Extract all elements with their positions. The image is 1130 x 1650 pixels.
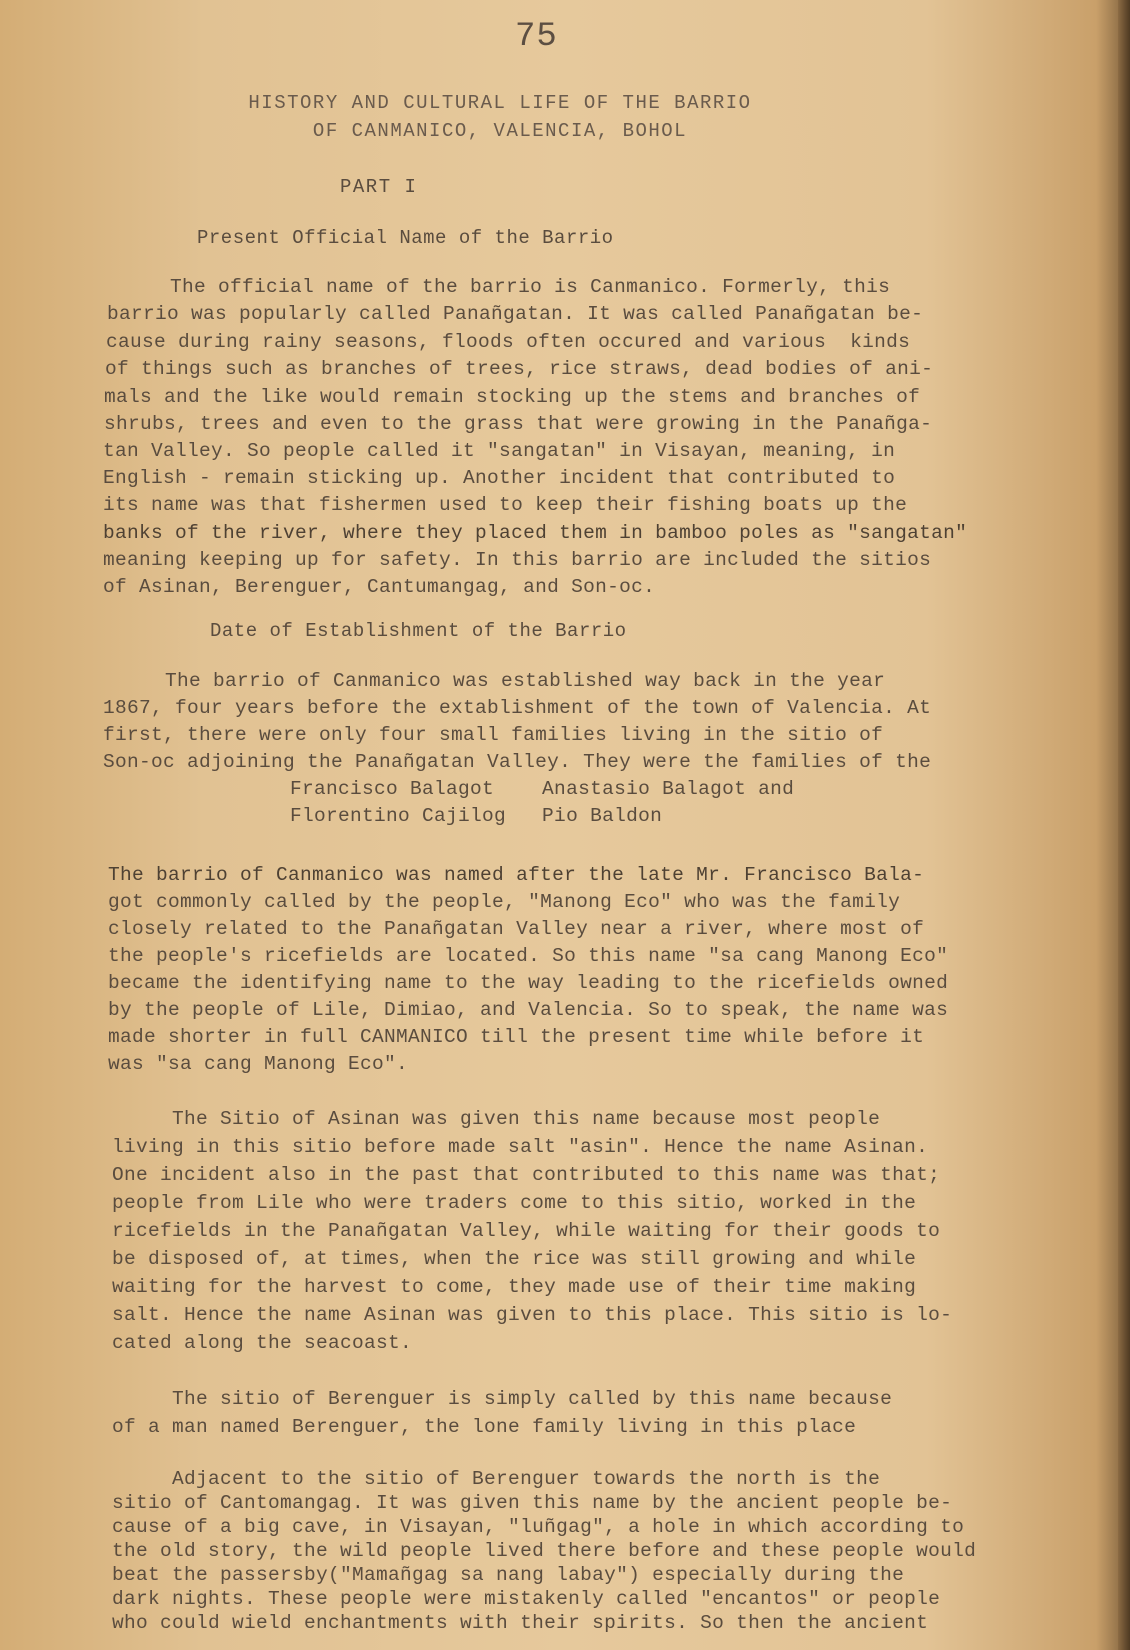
- text-line: living in this sitio before made salt "asin". Hence the name Asinan.: [112, 1136, 929, 1158]
- text-line: made shorter in full CANMANICO till the present time while before it: [108, 1026, 925, 1048]
- text-line: Francisco Balagot Anastasio Balagot and: [158, 778, 795, 800]
- text-line: The Sitio of Asinan was given this name because most people: [112, 1108, 881, 1130]
- text-line: ricefields in the Panañgatan Valley, while waiting for their goods to: [112, 1220, 941, 1242]
- text-line: salt. Hence the name Asinan was given to this place. This sitio is lo-: [112, 1304, 953, 1326]
- text-line: of a man named Berenguer, the lone family living in this place: [112, 1416, 857, 1438]
- document-title-line-1: HISTORY AND CULTURAL LIFE OF THE BARRIO: [248, 92, 752, 114]
- text-line: closely related to the Panañgatan Valley near a river, where most of: [108, 918, 925, 940]
- text-line: Adjacent to the sitio of Berenguer towards the north is the: [112, 1468, 881, 1490]
- text-line: of Asinan, Berenguer, Cantumangag, and Son-oc.: [103, 576, 656, 598]
- page-binding-edge: [1118, 0, 1130, 1650]
- text-line: sitio of Cantomangag. It was given this name by the ancient people be-: [112, 1492, 953, 1514]
- text-line: its name was that fishermen used to keep their fishing boats up the: [103, 494, 908, 516]
- text-line: beat the passersby("Mamañgag sa nang labay") especially during the: [112, 1564, 905, 1586]
- text-line: The sitio of Berenguer is simply called by this name because: [112, 1388, 893, 1410]
- text-line: The barrio of Canmanico was established way back in the year: [105, 670, 886, 692]
- document-title-line-2: OF CANMANICO, VALENCIA, BOHOL: [312, 120, 688, 142]
- text-line: Son-oc adjoining the Panañgatan Valley. They were the families of the: [103, 751, 932, 773]
- text-line: by the people of Lile, Dimiao, and Valencia. So to speak, the name was: [108, 999, 949, 1021]
- text-line: meaning keeping up for safety. In this barrio are included the sitios: [103, 549, 932, 571]
- text-line: cause of a big cave, in Visayan, "luñgag", a hole in which according to: [112, 1516, 965, 1538]
- text-line: English - remain sticking up. Another incident that contributed to: [103, 467, 896, 489]
- text-line: Florentino Cajilog Pio Baldon: [158, 805, 663, 827]
- text-line: of things such as branches of trees, rice straws, dead bodies of ani-: [105, 358, 934, 380]
- text-line: the old story, the wild people lived there before and these people would: [112, 1540, 977, 1562]
- text-line: tan Valley. So people called it "sangatan" in Visayan, meaning, in: [103, 440, 896, 462]
- text-line: mals and the like would remain stocking up the stems and branches of: [104, 386, 921, 408]
- page-number: 75: [515, 18, 558, 56]
- text-line: got commonly called by the people, "Manong Eco" who was the family: [108, 891, 901, 913]
- section-heading-date-establishment: Date of Establishment of the Barrio: [210, 620, 627, 642]
- section-heading-official-name: Present Official Name of the Barrio: [197, 227, 614, 249]
- part-heading: PART I: [340, 176, 418, 198]
- text-line: first, there were only four small families living in the sitio of: [103, 724, 884, 746]
- text-line: cated along the seacoast.: [112, 1332, 413, 1354]
- text-line: people from Lile who were traders come to this sitio, worked in the: [112, 1192, 917, 1214]
- text-line: dark nights. These people were mistakenly called "encantos" or people: [112, 1588, 941, 1610]
- text-line: cause during rainy seasons, floods often occured and various kinds: [106, 331, 911, 353]
- text-line: The official name of the barrio is Canmanico. Formerly, this: [110, 276, 891, 298]
- text-line: the people's ricefields are located. So this name "sa cang Manong Eco": [108, 945, 949, 967]
- text-line: who could wield enchantments with their spirits. So then the ancient: [112, 1612, 929, 1634]
- text-line: be disposed of, at times, when the rice was still growing and while: [112, 1248, 917, 1270]
- text-line: The barrio of Canmanico was named after the late Mr. Francisco Bala-: [108, 864, 925, 886]
- text-line: banks of the river, where they placed them in bamboo poles as "sangatan": [103, 522, 968, 544]
- text-line: shrubs, trees and even to the grass that were growing in the Panañga-: [104, 413, 933, 435]
- text-line: barrio was popularly called Panañgatan. It was called Panañgatan be-: [107, 303, 924, 325]
- text-line: became the identifying name to the way leading to the ricefields owned: [108, 972, 949, 994]
- text-line: waiting for the harvest to come, they made use of their time making: [112, 1276, 917, 1298]
- text-line: One incident also in the past that contributed to this name was that;: [112, 1164, 941, 1186]
- text-line: 1867, four years before the extablishment of the town of Valencia. At: [103, 697, 932, 719]
- text-line: was "sa cang Manong Eco".: [108, 1053, 409, 1075]
